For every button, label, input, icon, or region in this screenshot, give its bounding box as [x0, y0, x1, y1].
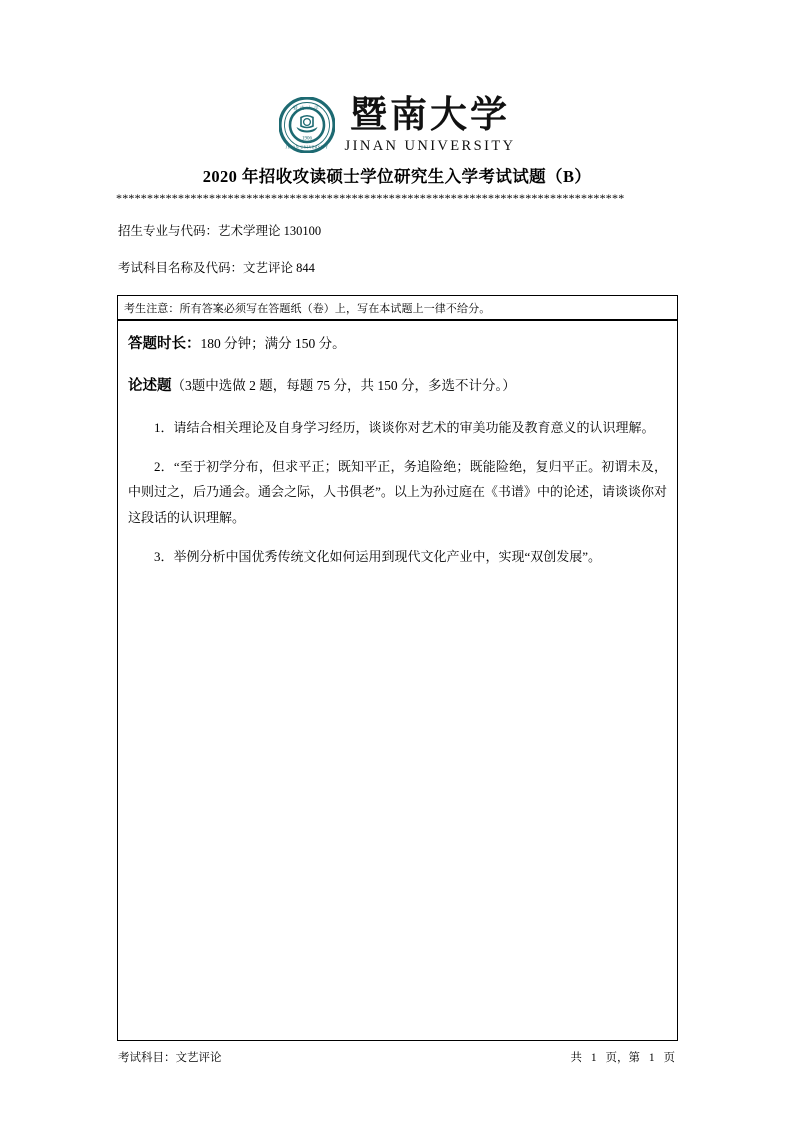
duration-value: 180 分钟；满分 150 分。: [200, 336, 346, 351]
exam-meta: [118, 221, 794, 276]
svg-text:暨南大学: 暨南大学: [292, 105, 321, 111]
duration-label: 答题时长：: [128, 336, 201, 352]
footer-subject: 考试科目：文艺评论: [118, 1052, 222, 1064]
candidate-notice: 考生注意：所有答案必须写在答题纸（卷）上，写在本试题上一律不给分。: [118, 296, 677, 321]
asterisk-divider: **********************************************************************************: [116, 192, 625, 205]
page-unit-1: 页，第: [605, 1052, 640, 1064]
question-item: 1．请结合相关理论及自身学习经历，谈谈你对艺术的审美功能及教育意义的认识理解。: [154, 419, 655, 435]
current-page: 1: [648, 1052, 655, 1064]
section-label: 论述题: [128, 378, 172, 395]
exam-content-frame: [117, 295, 678, 1041]
exam-body: [118, 321, 677, 1040]
section-heading: [128, 372, 667, 400]
question-item: 2．“至于初学分布，但求平正；既知平正，务追险绝；既能险绝，复归平正。初谓未及，中则过之，后乃通会。通会之际，人书俱老”。以上为孙过庭在《书谱》中的论述，请谈谈你对这段话的认识理解。: [128, 458, 667, 525]
section-note: （3题中选做 2 题，每题 75 分，共 150 分，多选不计分。）: [171, 378, 516, 394]
university-logo-row: [0, 96, 794, 154]
total-pages: 1: [590, 1052, 597, 1064]
svg-text:JINAN UNIVERSITY: JINAN UNIVERSITY: [285, 145, 328, 150]
university-name-cn: 暨南大学: [350, 94, 510, 136]
page-unit-2: 页: [663, 1052, 675, 1064]
total-label: 共: [570, 1052, 582, 1064]
major-and-code: 招生专业与代码：艺术学理论 130100: [118, 224, 322, 238]
page-indicator: [568, 1049, 679, 1065]
jinan-university-seal-icon: [279, 97, 335, 153]
university-wordmark: [344, 94, 516, 154]
subject-and-code: 考试科目名称及代码：文艺评论 844: [118, 261, 315, 275]
document-header: [0, 0, 794, 205]
svg-text:1906: 1906: [301, 136, 312, 142]
question-item: 3．举例分析中国优秀传统文化如何运用到现代文化产业中，实现“双创发展”。: [154, 548, 602, 564]
university-name-en: JINAN UNIVERSITY: [344, 137, 516, 154]
duration-line: [128, 330, 667, 358]
page-title: 2020 年招收攻读硕士学位研究生入学考试试题（B）: [202, 167, 592, 186]
page-footer: [118, 1049, 678, 1065]
